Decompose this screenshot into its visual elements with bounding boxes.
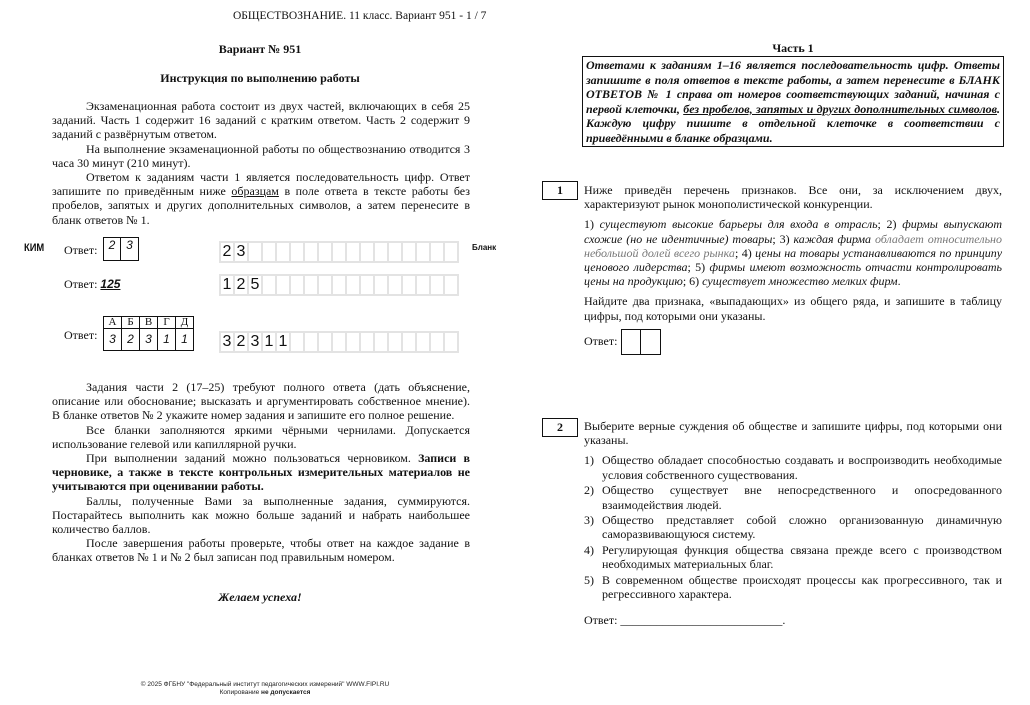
sample1-answer-cells	[103, 237, 139, 261]
task2-answer-row	[584, 613, 1002, 628]
letter-value: 1	[158, 329, 176, 351]
intro-paragraph: На выполнение экзаменационной работы по обществознанию отводится 3 часа 30 минут (210 минут).	[52, 141, 470, 170]
sample3-letter-table	[103, 316, 194, 351]
letter-value: 1	[176, 329, 194, 351]
running-title: ОБЩЕСТВОЗНАНИЕ. 11 класс. Вариант 951 - 1 / 7	[233, 10, 487, 22]
blank-cell	[417, 276, 429, 294]
blank-cell: 1	[264, 333, 274, 350]
blank-cell	[375, 333, 387, 351]
blank-cell: 5	[250, 276, 260, 293]
task1-block	[584, 183, 1002, 355]
statement-item: 5) В современном обществе происходят процессы как прогрессивного, так и регрессивного характера.	[584, 573, 1002, 602]
intro-paragraph: Экзаменационная работа состоит из двух частей, включающих в себя 25 заданий. Часть 1 содержит 16 заданий с кратким ответом. Часть 2 содержит 9 заданий с развёрнутым ответом.	[52, 99, 470, 142]
blank-cell	[291, 333, 303, 351]
blank-cell	[403, 333, 415, 351]
blank-cell	[249, 243, 261, 261]
task2-statements-list	[584, 453, 1002, 601]
blank-cell: 3	[222, 333, 232, 350]
answer-rule-paragraph: Ответом к заданиям части 1 является последовательность цифр. Ответ запишите по приведённым ниже образцам в поле ответа в тексте работы без пробелов, запятых и других дополнительных символов, а затем перенесите в бланк ответов № 1.	[52, 170, 471, 227]
kim-label: КИМ	[24, 242, 45, 254]
blank-cell	[375, 243, 387, 261]
blank-cell	[333, 243, 345, 261]
letter-header: Г	[158, 317, 176, 329]
blank-cell	[319, 333, 331, 351]
blank-cell	[389, 333, 401, 351]
blank-cell	[403, 276, 415, 294]
task2-answer-line[interactable]: ___________________________.	[620, 613, 786, 628]
task2-answer-label: Ответ:	[584, 613, 618, 628]
blank-cell	[417, 333, 429, 351]
blank-cell	[319, 243, 331, 261]
letter-value: 3	[140, 329, 158, 351]
closing-paragraph: Баллы, полученные Вами за выполненные задания, суммируются. Постарайтесь выполнить как можно больше заданий и набрать наибольшее количество баллов.	[52, 493, 470, 537]
blank-cell: 3	[250, 333, 260, 350]
blank-cell	[445, 276, 457, 294]
part2-block	[52, 380, 470, 565]
copy-restriction-line: Копирование не допускается	[219, 689, 311, 696]
letter-value: 2	[122, 329, 140, 351]
blank-cell: 3	[236, 243, 246, 260]
blank-cell	[389, 243, 401, 261]
blank-cell	[431, 243, 443, 261]
letter-header: А	[104, 317, 122, 329]
letter-values-row	[104, 329, 194, 351]
draft-rule-paragraph: При выполнении заданий можно пользоваться черновиком. Записи в черновике, а также в тексте контрольных измерительных материалов не учитываются при оценивании работы.	[52, 451, 470, 494]
task1-prompt: Ниже приведён перечень признаков. Все они, за исключением двух, характеризуют рынок монополистической конкуренции.	[584, 183, 1002, 212]
blank-cell	[445, 243, 457, 261]
statement-item: 4) Регулирующая функция общества связана прежде всего с производством необходимых материальных благ.	[584, 543, 1002, 572]
task1-answer-row	[584, 329, 1002, 355]
closing-paragraph: После завершения работы проверьте, чтобы ответ на каждое задание в бланках ответов № 1 и № 2 был записан под правильным номером.	[52, 536, 470, 565]
sample1-blank-strip	[219, 241, 459, 263]
copyright-footer	[100, 681, 430, 697]
blank-cell	[361, 333, 373, 351]
blank-cell	[319, 276, 331, 294]
blank-cell	[277, 243, 289, 261]
task1-features-list: 1) существуют высокие барьеры для входа в отрасль; 2) фирмы выпускают схожие (но не идентичные) товары; 3) каждая фирма обладает относительно небольшой долей всего рынка; 4) цены на товары устанавливаются по принципу ценового лидерства; 5) фирмы имеют возможность отчасти контролировать цены на продукцию; 6) существует множество мелких фирм.	[584, 217, 1003, 289]
blank-cell	[305, 243, 317, 261]
blank-cell	[375, 276, 387, 294]
sample3-answer-label: Ответ:	[64, 328, 98, 342]
sample2-answer-row	[64, 277, 120, 292]
sample2-answer-label: Ответ:	[64, 277, 98, 291]
letter-header: В	[140, 317, 158, 329]
statement-item: 3) Общество представляет собой сложно организованную динамичную саморазвивающуюся систему.	[584, 513, 1002, 542]
task1-question: Найдите два признака, «выпадающих» из общего ряда, и запишите в таблицу цифры, под которыми они указаны.	[584, 294, 1002, 323]
blank-cell	[305, 276, 317, 294]
blank-cell	[291, 276, 303, 294]
blank-cell: 2	[222, 243, 232, 260]
sample2-inline-answer: 125	[100, 277, 121, 291]
letter-header-row	[104, 317, 194, 329]
sample-cell: 2	[104, 238, 121, 260]
part1-instruction-box: Ответами к заданиям 1–16 является последовательность цифр. Ответы запишите в поля ответов в тексте работы, а затем перенесите в БЛАНК ОТВЕТОВ № 1 справа от номеров соответствующих заданий, начиная с первой клеточки, без пробелов, запятых и других дополнительных символов. Каждую цифру пишите в отдельной клеточке в соответствии с приведёнными в бланке образцами.	[582, 56, 1004, 147]
part2-paragraph: Задания части 2 (17–25) требуют полного ответа (дать объяснение, описание или обоснование; высказать и аргументировать собственное мнение). В бланке ответов № 2 укажите номер задания и запишите его полное решение.	[52, 380, 470, 423]
letter-header: Б	[122, 317, 140, 329]
blank-cell	[431, 333, 443, 351]
blank-cell: 2	[236, 276, 246, 293]
blank-cell: 2	[236, 333, 246, 350]
statement-item: 2) Общество существует вне непосредственного и опосредованного взаимодействия людей.	[584, 483, 1002, 512]
blank-cell	[305, 333, 317, 351]
blank-cell	[277, 276, 289, 294]
blank-cell	[361, 276, 373, 294]
blank-cell	[417, 243, 429, 261]
sample2-blank-strip	[219, 274, 459, 296]
task2-block	[584, 419, 1002, 628]
blank-cell	[361, 243, 373, 261]
blank-cell	[445, 333, 457, 351]
samples-link-text: образцам	[231, 184, 279, 199]
task2-prompt: Выберите верные суждения об обществе и запишите цифры, под которыми они указаны.	[584, 419, 1002, 448]
part2-paragraph: Все бланки заполняются яркими чёрными чернилами. Допускается использование гелевой или капиллярной ручки.	[52, 422, 470, 451]
answer-cell[interactable]	[622, 330, 641, 354]
blank-cell	[347, 276, 359, 294]
blank-cell	[263, 276, 275, 294]
task-number-2: 2	[542, 418, 578, 437]
blank-cell	[333, 276, 345, 294]
part-title: Часть 1	[772, 41, 814, 55]
instructions-title: Инструкция по выполнению работы	[160, 71, 360, 85]
blank-cell	[431, 276, 443, 294]
letter-header: Д	[176, 317, 194, 329]
sample-cell: 3	[126, 238, 133, 252]
sample1-answer-label: Ответ:	[64, 243, 98, 257]
blank-cell	[263, 243, 275, 261]
blank-cell	[389, 276, 401, 294]
sample3-blank-strip	[219, 331, 459, 353]
answer-cell[interactable]	[641, 330, 660, 354]
copyright-line: © 2025 ФГБНУ "Федеральный институт педагогических измерений" WWW.FIPI.RU	[140, 681, 390, 688]
blank-cell	[347, 243, 359, 261]
blank-cell: 1	[222, 276, 232, 293]
blank-cell	[347, 333, 359, 351]
blank-cell	[291, 243, 303, 261]
blank-cell	[403, 243, 415, 261]
task1-answer-cells[interactable]	[621, 329, 661, 355]
letter-value: 3	[104, 329, 122, 351]
task1-answer-label: Ответ:	[584, 334, 618, 349]
task-number-1: 1	[542, 181, 578, 200]
blank-cell: 1	[278, 333, 288, 350]
variant-title: Вариант № 951	[218, 42, 302, 56]
statement-item: 1) Общество обладает способностью создавать и воспроизводить необходимые условия собственного существования.	[584, 453, 1002, 482]
good-luck-wish: Желаем успеха!	[218, 590, 302, 604]
blank-cell	[333, 333, 345, 351]
intro-block	[52, 99, 470, 227]
blank-label: Бланк	[472, 243, 497, 252]
